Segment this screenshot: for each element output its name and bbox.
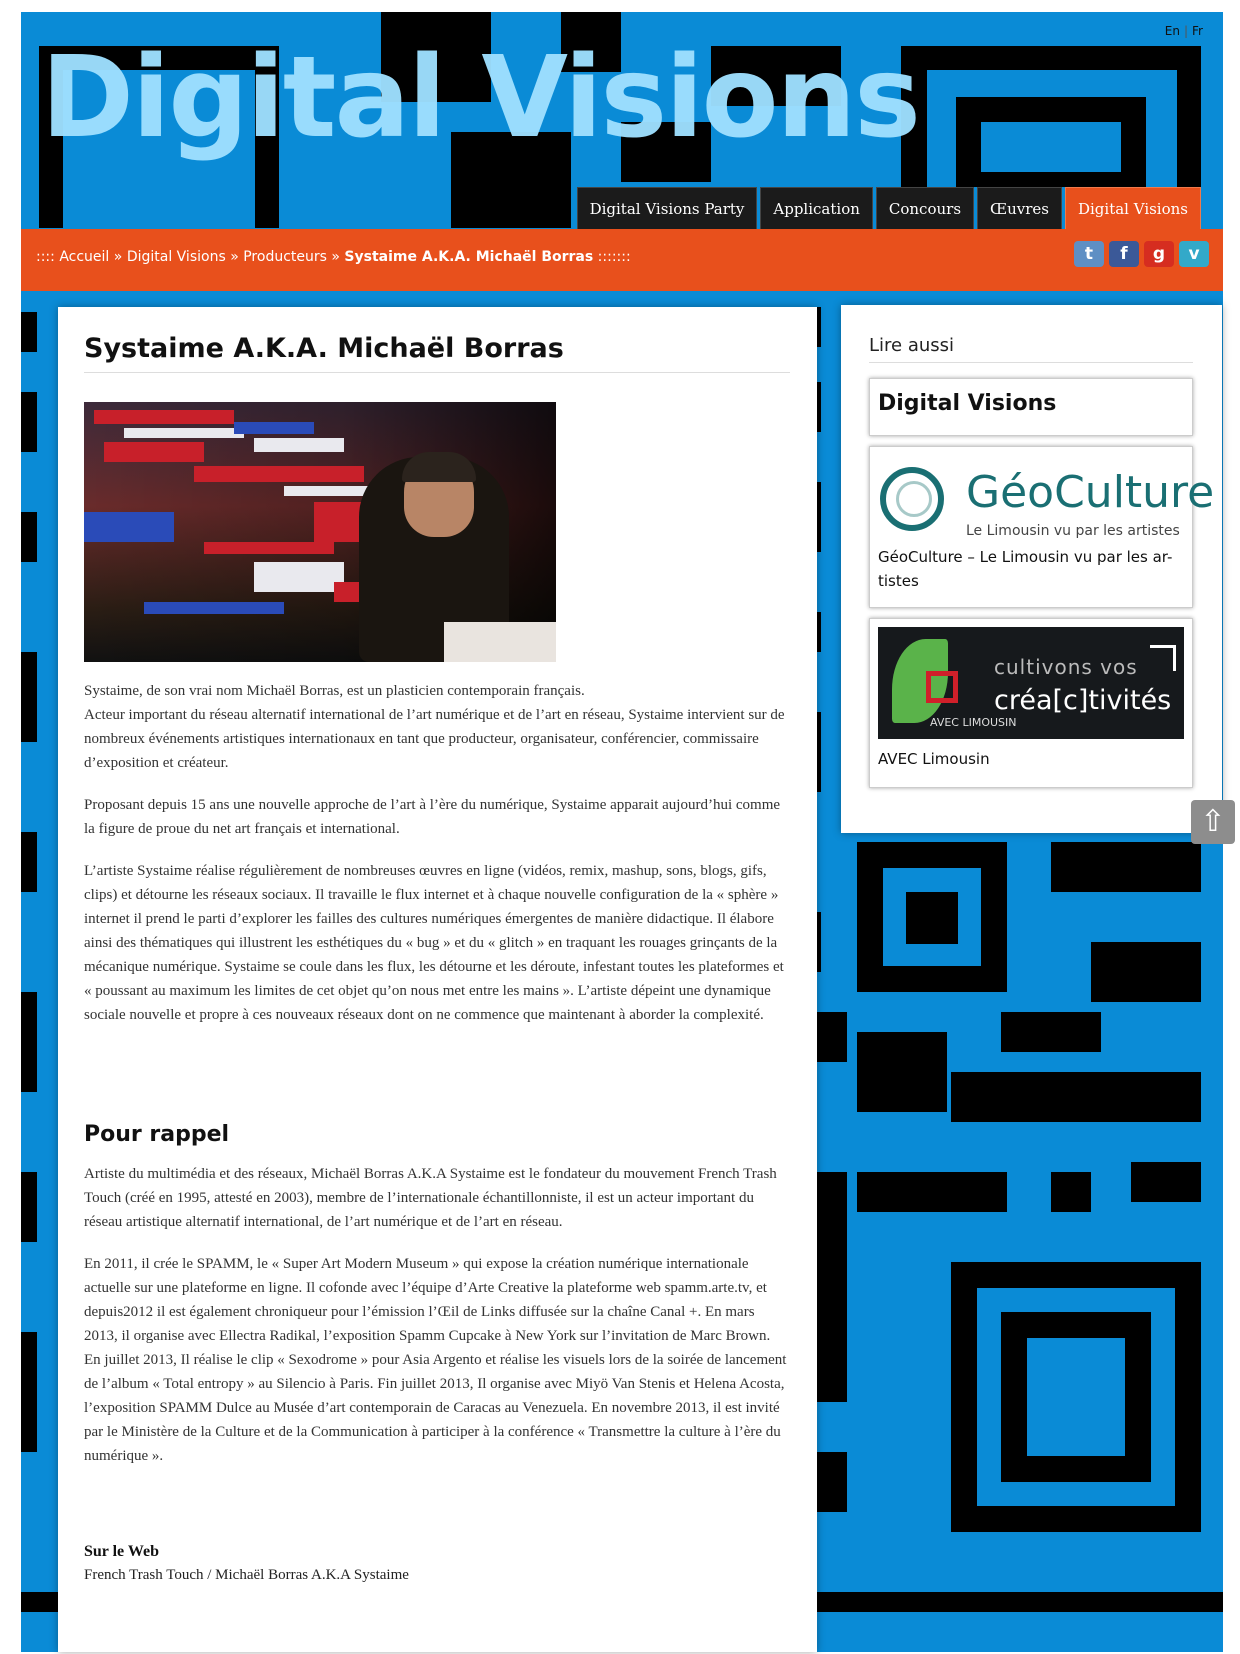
photo-laptop xyxy=(444,622,556,662)
related-card-digital-visions[interactable] xyxy=(869,378,1193,436)
qr-block xyxy=(21,652,37,742)
photo-glitch xyxy=(254,562,344,592)
article-paragraph-line: Systaime, de son vrai nom Michaël Borras, est un plasticien contemporain français. xyxy=(84,683,585,699)
related-card-geoculture[interactable] xyxy=(869,446,1215,608)
qr-block xyxy=(21,312,37,352)
photo-glitch xyxy=(124,428,244,438)
qr-block xyxy=(21,1172,37,1242)
photo-glitch xyxy=(104,442,204,462)
language-switcher xyxy=(1165,24,1203,38)
avec-logo-line1: cultivons vos xyxy=(994,655,1138,679)
breadcrumb-separator: » xyxy=(331,249,340,265)
photo-glitch xyxy=(84,512,174,542)
lang-en-link[interactable]: En xyxy=(1164,24,1180,38)
qr-block xyxy=(21,832,37,892)
qr-block xyxy=(1051,1172,1091,1212)
tab-digital-visions-party[interactable]: Digital Visions Party xyxy=(577,187,758,229)
page-title: Systaime A.K.A. Michaël Borras xyxy=(84,333,790,373)
article-paragraph: L’artiste Systaime réalise régulièrement de nombreuses œuvres en ligne (vidéos, remix, mashup, sons, blogs, gifs, clips) et détourne les réseaux sociaux. Il travaille le flux internet et à chaque nouvelle configuration de la « sphère » internet il prend le parti d’explorer les failles des cultures numériques émergentes de manière didactique. Il élabore ainsi des thématiques qui illustrent les esthétiques du « bug » et du « glitch » en traquant les rouages grinçants de la mécanique numérique. Systaime se coule dans les flux, les détourne et les déroute, infestant toutes les plateformes et « poussant au maximum les limites de cet objet qu’on nous met entre les mains ». L’artiste dépeint une dynamique sociale nouvelle et propre à ces nouveaux réseaux dont on ne commence que maintenant à aborder la complexité. xyxy=(84,863,784,1023)
avec-limousin-logo[interactable] xyxy=(878,627,1184,739)
article-panel xyxy=(58,307,817,1652)
web-link[interactable]: French Trash Touch / Michaël Borras A.K.A Systaime xyxy=(84,1567,409,1583)
web-heading: Sur le Web xyxy=(84,1543,159,1560)
related-card-caption[interactable]: GéoCulture – Le Limousin vu par les ar-tistes xyxy=(878,548,1173,590)
article-paragraph: Artiste du multimédia et des réseaux, Michaël Borras A.K.A Systaime est le fondateur du mouvement French Trash Touch (créé en 1995, attesté en 2003), membre de l’internationale échantillonniste, il est un acteur important du réseau artistique alternatif international, de l’art numérique et de l’art en réseau. xyxy=(84,1166,777,1230)
breadcrumb-home-link[interactable]: Accueil xyxy=(59,249,110,265)
breadcrumb-digital-visions-link[interactable]: Digital Visions xyxy=(126,249,226,265)
red-square-icon xyxy=(926,671,958,703)
lang-fr-link[interactable]: Fr xyxy=(1192,24,1203,38)
geoculture-logo-word: GéoCulture xyxy=(966,467,1215,518)
sidebar xyxy=(841,305,1222,833)
vimeo-icon[interactable]: v xyxy=(1179,241,1209,267)
qr-block xyxy=(21,392,37,452)
qr-block xyxy=(1131,1162,1201,1202)
social-links xyxy=(1074,241,1209,267)
qr-block xyxy=(1051,842,1201,892)
google-plus-icon[interactable]: g xyxy=(1144,241,1174,267)
lang-separator: | xyxy=(1183,24,1189,38)
qr-block xyxy=(857,1032,947,1112)
geoculture-logo[interactable] xyxy=(878,455,1215,539)
twitter-icon[interactable]: t xyxy=(1074,241,1104,267)
geoculture-inner-ring-icon xyxy=(896,481,932,517)
tab-digital-visions[interactable]: Digital Visions xyxy=(1065,187,1201,229)
section-heading: Pour rappel xyxy=(84,1122,230,1147)
scroll-to-top-icon[interactable]: ⇧ xyxy=(1191,800,1235,844)
avec-logo-line2: créa[c]tivités xyxy=(994,685,1172,716)
qr-block xyxy=(1001,1012,1101,1052)
photo-glitch xyxy=(204,542,334,554)
breadcrumb-producteurs-link[interactable]: Producteurs xyxy=(243,249,327,265)
page-frame xyxy=(21,12,1226,1652)
qr-block xyxy=(857,1172,1007,1212)
photo-person-cap xyxy=(402,452,476,482)
qr-block xyxy=(21,1332,37,1452)
breadcrumb xyxy=(36,249,631,265)
qr-block xyxy=(1091,942,1201,1002)
qr-block xyxy=(1027,1338,1125,1456)
breadcrumb-suffix: ::::::: xyxy=(597,249,631,265)
article-paragraph xyxy=(84,679,790,775)
breadcrumb-current: Systaime A.K.A. Michaël Borras xyxy=(344,249,594,265)
breadcrumb-prefix: :::: xyxy=(36,249,55,265)
qr-block xyxy=(21,512,37,562)
article-paragraph-line: Acteur important du réseau alternatif international de l’art numérique et de l’art en réseau, Systaime intervient sur de nombreux événements artistiques internationaux en tant que producteur, organisateur, conférencier, commissaire d’exposition et créateur. xyxy=(84,707,785,771)
geoculture-logo-tagline: Le Limousin vu par les artistes xyxy=(966,523,1180,539)
avec-logo-small-text: AVEC LIMOUSIN xyxy=(930,716,1017,729)
tab-application[interactable]: Application xyxy=(760,187,873,229)
qr-block xyxy=(951,1072,1201,1122)
photo-glitch xyxy=(144,602,284,614)
tab-concours[interactable]: Concours xyxy=(876,187,974,229)
facebook-icon[interactable]: f xyxy=(1109,241,1139,267)
breadcrumb-bar xyxy=(21,229,1223,291)
breadcrumb-separator: » xyxy=(113,249,123,265)
photo-glitch xyxy=(234,422,314,434)
related-card-avec-limousin[interactable] xyxy=(869,618,1193,788)
article-body-2 xyxy=(84,1162,790,1486)
breadcrumb-separator: » xyxy=(230,249,239,265)
qr-block xyxy=(981,122,1121,172)
article-paragraph: Proposant depuis 15 ans une nouvelle approche de l’art à l’ère du numérique, Systaime apparait aujourd’hui comme la figure de proue du net art français et international. xyxy=(84,797,781,837)
tab-oeuvres[interactable]: Œuvres xyxy=(977,187,1062,229)
related-card-title[interactable]: Digital Visions xyxy=(878,391,1057,416)
qr-block xyxy=(906,892,958,944)
photo-glitch xyxy=(254,438,344,452)
photo-glitch xyxy=(194,466,364,482)
related-card-caption[interactable]: AVEC Limousin xyxy=(878,750,990,768)
main-nav xyxy=(577,187,1201,229)
photo-glitch xyxy=(94,410,234,424)
site-title[interactable]: Digital Visions xyxy=(41,33,919,163)
sidebar-heading: Lire aussi xyxy=(869,335,1193,363)
article-photo xyxy=(84,402,556,662)
article-paragraph: En 2011, il crée le SPAMM, le « Super Art Modern Museum » qui expose la création numérique internationale actuelle sur une plateforme en ligne. Il cofonde avec l’équipe d’Arte Creative la plateforme web spamm.arte.tv, et depuis2012 il est également chroniqueur pour l’émission l’Œil de Links diffusée sur la chaîne Canal +. En mars 2013, il organise avec Ellectra Radikal, l’exposition Spamm Cupcake à New York sur l’invitation de Marc Brown. En juillet 2013, Il réalise le clip « Sexodrome » pour Asia Argento et réalise les visuels lors de la soirée de lancement de l’album « Total entropy » au Silencio à Paris. Fin juillet 2013, Il organise avec Miyö Van Stenis et Helena Acosta, l’exposition SPAMM Dulce au Musée d’art contemporain de Caracas au Venezuela. En novembre 2013, il est invité par le Ministère de la Culture et de la Communication à participer à la conférence « Transmettre la culture à l’ère du numérique ». xyxy=(84,1256,787,1464)
article-body xyxy=(84,679,790,1045)
corner-bracket-icon xyxy=(1150,645,1176,671)
qr-block xyxy=(21,992,37,1092)
